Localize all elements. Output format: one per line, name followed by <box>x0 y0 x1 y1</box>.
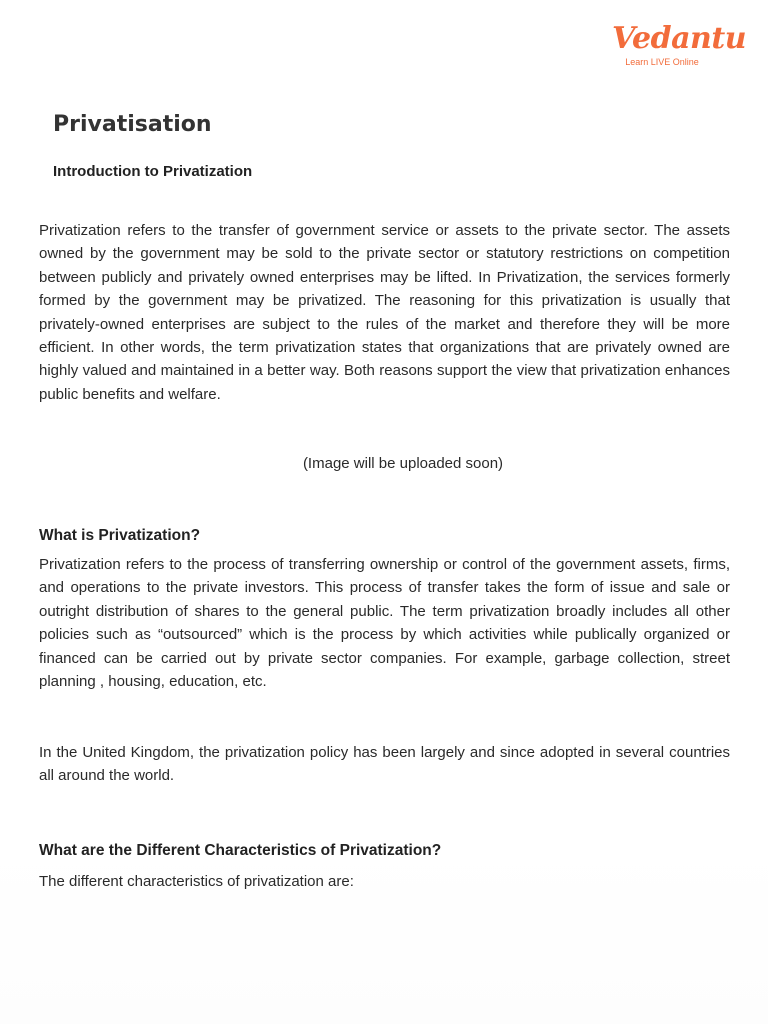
brand-logo <box>612 21 747 67</box>
brand-tagline: Learn LIVE Online <box>625 57 699 67</box>
image-placeholder-note: (Image will be uploaded soon) <box>302 455 504 472</box>
section-heading-characteristics: What are the Different Characteristics of Privatization? <box>39 842 442 859</box>
section-heading-what-is: What is Privatization? <box>39 527 201 544</box>
uk-paragraph: In the United Kingdom, the privatization policy has been largely and since adopted in several countries all around the world. <box>39 744 730 785</box>
page-title: Privatisation <box>53 112 212 137</box>
characteristics-intro: The different characteristics of privatization are: <box>39 873 354 890</box>
what-is-paragraph: Privatization refers to the process of transferring ownership or control of the government assets, firms, and operations to the private investors. This process of transfer takes the form of issue and sale or outright distribution of shares to the general public. The term privatization broadly includes all other policies such as “outsourced” which is the process by which activities while publically organized or financed can be carried out by private sector companies. For example, garbage collection, street planning , housing, education, etc. <box>39 556 730 691</box>
section-subtitle: Introduction to Privatization <box>53 163 253 180</box>
intro-paragraph: Privatization refers to the transfer of government service or assets to the private sector. The assets owned by the government may be sold to the private sector or statutory restrictions on competition between publicly and privately owned enterprises may be lifted. In Privatization, the services formerly formed by the government may be privatized. The reasoning for this privatization is usually that privately-owned enterprises are subject to the rules of the market and therefore they will be more efficient. In other words, the term privatization states that organizations that are privately owned are highly valued and maintained in a better way. Both reasons support the view that privatization enhances public benefits and welfare. <box>39 222 730 403</box>
brand-logo-wordmark: Vedantu <box>612 21 747 56</box>
